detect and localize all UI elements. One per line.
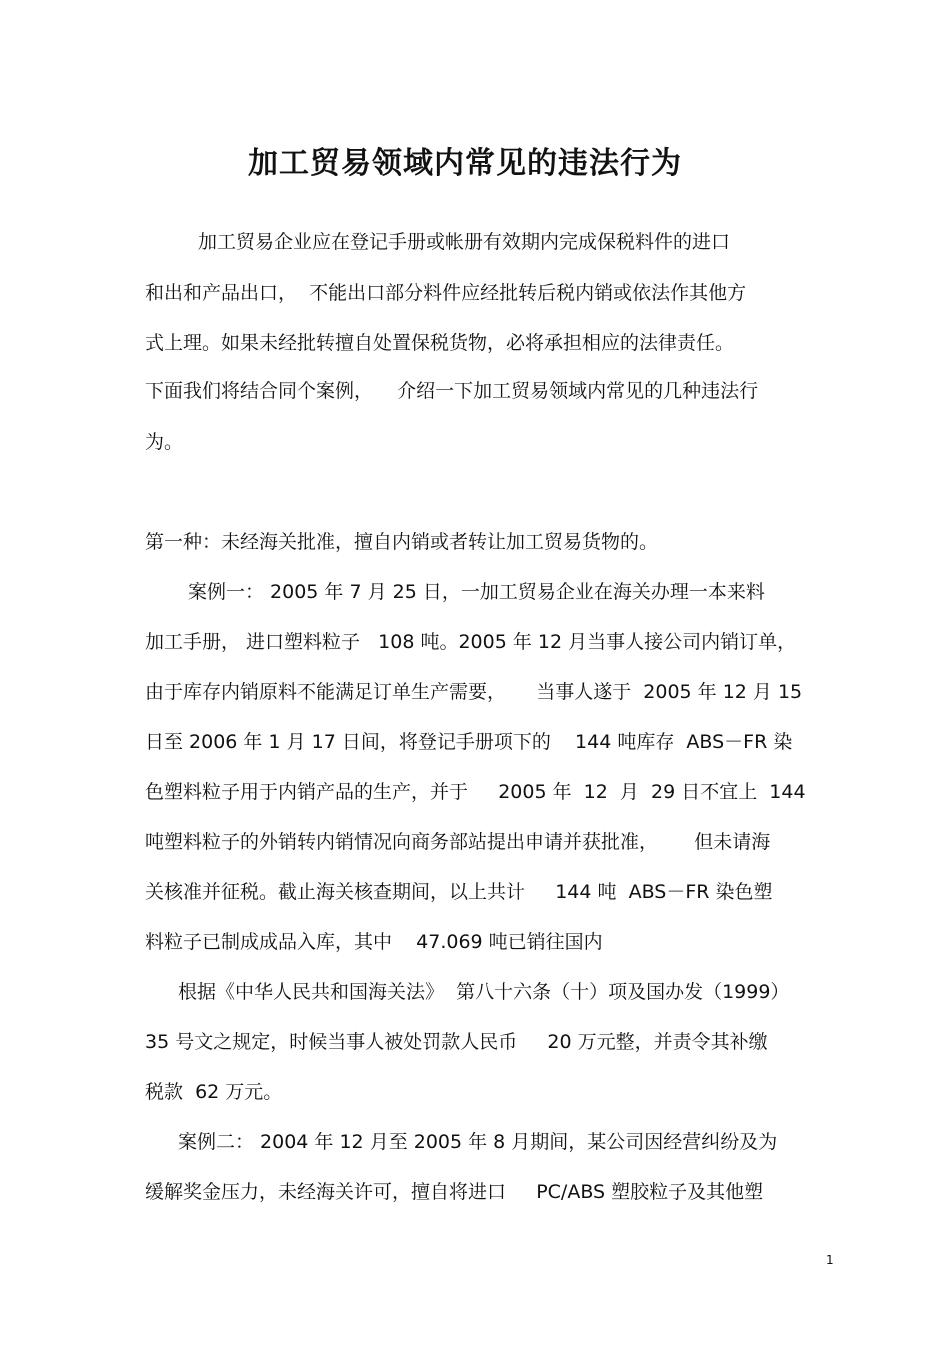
page-number: 1 [826,1253,834,1267]
paragraph-line: 式上理。如果未经批转擅自处置保税货物，必将承担相应的法律责任。 [145,332,735,354]
paragraph-line: 35 号文之规定，时候当事人被处罚款人民币 20 万元整，并责令其补缴 [145,1031,768,1053]
section-heading: 第一种：未经海关批准，擅自内销或者转让加工贸易货物的。 [145,531,659,553]
paragraph-line: 料粒子已制成成品入库，其中 47.069 吨已销往国内 [145,931,603,953]
paragraph-line: 税款 62 万元。 [145,1081,283,1103]
paragraph-line: 加工手册， 进口塑料粒子 108 吨。2005 年 12 月当事人接公司内销订单， [145,631,797,653]
paragraph-line: 日至 2006 年 1 月 17 日间，将登记手册项下的 144 吨库存 ABS－FR 染 [145,731,793,753]
paragraph-line: 加工贸易企业应在登记手册或帐册有效期内完成保税料件的进口 [198,231,731,253]
paragraph-line: 色塑料粒子用于内销产品的生产，并于 2005 年 12 月 29 日不宜上 144 [145,781,806,803]
paragraph-line: 根据《中华人民共和国海关法》 第八十六条（十）项及国办发（1999） [178,981,790,1003]
document-title: 加工贸易领域内常见的违法行为 [248,146,682,182]
paragraph-line: 下面我们将结合同个案例， 介绍一下加工贸易领域内常见的几种违法行 [145,380,759,402]
paragraph-line: 案例二： 2004 年 12 月至 2005 年 8 月期间，某公司因经营纠纷及为 [178,1131,778,1153]
paragraph-line: 吨塑料粒子的外销转内销情况向商务部站提出申请并获批准， 但未请海 [145,831,771,853]
paragraph-line: 缓解奖金压力，未经海关许可，擅自将进口 PC/ABS 塑胶粒子及其他塑 [145,1181,764,1203]
paragraph-line: 关核准并征税。截止海关核查期间，以上共计 144 吨 ABS－FR 染色塑 [145,881,773,903]
paragraph-line: 为。 [145,431,184,453]
paragraph-line: 由于库存内销原料不能满足订单生产需要， 当事人遂于 2005 年 12 月 15 [145,681,803,703]
paragraph-line: 案例一： 2005 年 7 月 25 日，一加工贸易企业在海关办理一本来料 [188,581,765,603]
paragraph-line: 和出和产品出口， 不能出口部分料件应经批转后税内销或依法作其他方 [145,282,747,304]
